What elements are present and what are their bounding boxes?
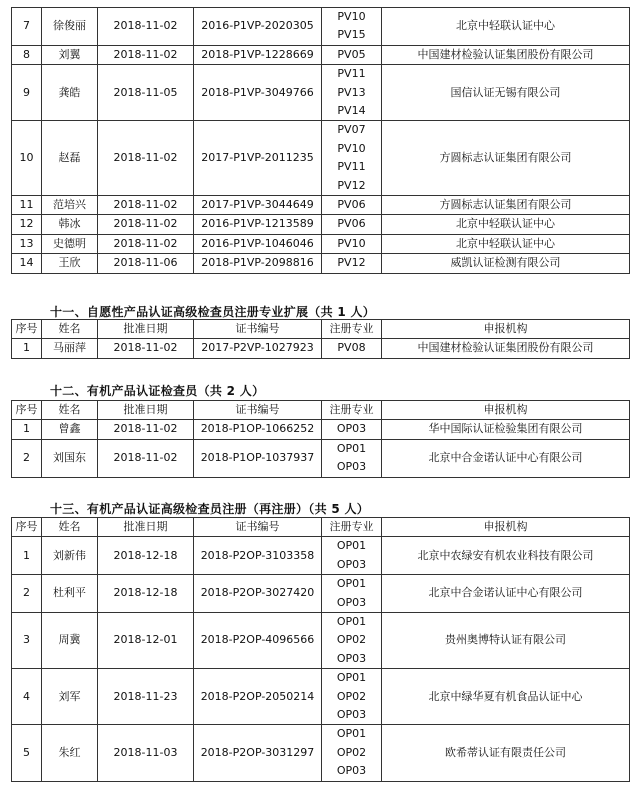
header-row: [12, 320, 630, 339]
table-row: [12, 234, 630, 253]
cell-cert: 2017-P2VP-1027923: [194, 339, 322, 358]
major-code: OP01: [336, 441, 367, 455]
cell-date: 2018-11-02: [98, 121, 194, 196]
major-code: PV12: [337, 256, 366, 270]
table-row: [12, 613, 630, 669]
major-code: OP03: [336, 651, 367, 665]
major-code: PV06: [337, 217, 366, 231]
cell-majors: [322, 339, 382, 358]
major-code: OP01: [336, 727, 367, 741]
cell-cert: 2018-P2OP-4096566: [194, 613, 322, 669]
cell-name: 刘军: [42, 669, 98, 725]
cell-name: 韩冰: [42, 215, 98, 234]
cell-org: 北京中轻联认证中心: [382, 234, 630, 253]
cell-date: 2018-11-23: [98, 669, 194, 725]
major-code: OP02: [336, 633, 367, 647]
cell-majors: [322, 121, 382, 196]
table-body: [12, 8, 630, 274]
cell-majors: [322, 234, 382, 253]
header-cert: 证书编号: [194, 518, 322, 537]
cell-org: 国信认证无锡有限公司: [382, 65, 630, 121]
cell-no: 2: [12, 575, 42, 613]
cell-name: 刘翼: [42, 45, 98, 64]
major-code: PV15: [337, 28, 366, 42]
header-major: 注册专业: [322, 401, 382, 420]
cell-name: 杜利平: [42, 575, 98, 613]
cell-date: 2018-11-02: [98, 439, 194, 477]
cell-org: 中国建材检验认证集团股份有限公司: [382, 339, 630, 358]
major-code: PV12: [337, 178, 366, 192]
cell-no: 13: [12, 234, 42, 253]
cell-majors: [322, 439, 382, 477]
major-code: PV13: [337, 85, 366, 99]
cell-cert: 2018-P1VP-2098816: [194, 254, 322, 273]
cell-cert: 2016-P1VP-1046046: [194, 234, 322, 253]
major-code: OP03: [336, 708, 367, 722]
cell-cert: 2018-P1OP-1037937: [194, 439, 322, 477]
header-date: 批准日期: [98, 320, 194, 339]
cell-no: 12: [12, 215, 42, 234]
header-org: 申报机构: [382, 320, 630, 339]
cell-no: 11: [12, 196, 42, 215]
table-row: [12, 215, 630, 234]
major-code: PV11: [337, 67, 366, 81]
cell-org: 欧希蒂认证有限责任公司: [382, 725, 630, 781]
cell-cert: 2018-P1VP-1228669: [194, 45, 322, 64]
cell-majors: [322, 420, 382, 439]
table-row: [12, 339, 630, 358]
cell-org: 北京中农绿安有机农业科技有限公司: [382, 537, 630, 575]
major-code: PV10: [337, 236, 366, 250]
cell-date: 2018-12-01: [98, 613, 194, 669]
header-no: 序号: [12, 320, 42, 339]
table-body: [12, 320, 630, 359]
cell-cert: 2016-P1VP-1213589: [194, 215, 322, 234]
cell-org: 中国建材检验认证集团股份有限公司: [382, 45, 630, 64]
major-code: OP03: [336, 422, 367, 436]
major-code: OP02: [336, 745, 367, 759]
cell-majors: [322, 575, 382, 613]
cell-no: 14: [12, 254, 42, 273]
table-body: [12, 518, 630, 782]
table-section-3: [11, 400, 630, 478]
major-code: PV06: [337, 198, 366, 212]
cell-majors: [322, 65, 382, 121]
cell-cert: 2017-P1VP-2011235: [194, 121, 322, 196]
cell-org: 北京中轻联认证中心: [382, 215, 630, 234]
cell-name: 刘国东: [42, 439, 98, 477]
section-title: 十三、有机产品认证高级检查员注册（再注册）（共 5 人）: [50, 502, 370, 516]
cell-org: 威凯认证检测有限公司: [382, 254, 630, 273]
header-no: 序号: [12, 401, 42, 420]
header-org: 申报机构: [382, 401, 630, 420]
table-row: [12, 669, 630, 725]
major-code: OP01: [336, 539, 367, 553]
major-code: OP01: [336, 615, 367, 629]
major-code: OP02: [336, 689, 367, 703]
table-section-4: [11, 517, 630, 782]
cell-date: 2018-11-02: [98, 8, 194, 46]
cell-no: 2: [12, 439, 42, 477]
cell-cert: 2018-P1OP-1066252: [194, 420, 322, 439]
cell-no: 7: [12, 8, 42, 46]
table-row: [12, 439, 630, 477]
header-name: 姓名: [42, 518, 98, 537]
cell-date: 2018-11-06: [98, 254, 194, 273]
cell-date: 2018-11-02: [98, 196, 194, 215]
cell-cert: 2018-P2OP-2050214: [194, 669, 322, 725]
cell-cert: 2018-P1VP-3049766: [194, 65, 322, 121]
cell-majors: [322, 45, 382, 64]
major-code: PV07: [337, 123, 366, 137]
major-code: OP03: [336, 764, 367, 778]
cell-org: 贵州奥博特认证有限公司: [382, 613, 630, 669]
cell-org: 方圆标志认证集团有限公司: [382, 121, 630, 196]
cell-majors: [322, 669, 382, 725]
cell-org: 北京中绿华夏有机食品认证中心: [382, 669, 630, 725]
cell-cert: 2018-P2OP-3027420: [194, 575, 322, 613]
cell-date: 2018-12-18: [98, 537, 194, 575]
header-cert: 证书编号: [194, 320, 322, 339]
header-cert: 证书编号: [194, 401, 322, 420]
table-row: [12, 537, 630, 575]
cell-org: 北京中合金诺认证中心有限公司: [382, 575, 630, 613]
header-major: 注册专业: [322, 320, 382, 339]
cell-name: 范培兴: [42, 196, 98, 215]
table-section-2: [11, 319, 630, 359]
table-row: [12, 254, 630, 273]
cell-no: 10: [12, 121, 42, 196]
cell-majors: [322, 8, 382, 46]
cell-no: 9: [12, 65, 42, 121]
cell-name: 龚皓: [42, 65, 98, 121]
cell-org: 北京中合金诺认证中心有限公司: [382, 439, 630, 477]
cell-org: 方圆标志认证集团有限公司: [382, 196, 630, 215]
cell-name: 史德明: [42, 234, 98, 253]
cell-name: 徐俊丽: [42, 8, 98, 46]
major-code: OP03: [336, 595, 367, 609]
header-major: 注册专业: [322, 518, 382, 537]
major-code: OP01: [336, 577, 367, 591]
cell-no: 5: [12, 725, 42, 781]
cell-cert: 2016-P1VP-2020305: [194, 8, 322, 46]
major-code: PV11: [337, 160, 366, 174]
header-name: 姓名: [42, 320, 98, 339]
table-row: [12, 8, 630, 46]
table-row: [12, 196, 630, 215]
major-code: OP01: [336, 671, 367, 685]
cell-majors: [322, 725, 382, 781]
major-code: PV05: [337, 47, 366, 61]
table-row: [12, 575, 630, 613]
header-date: 批准日期: [98, 401, 194, 420]
header-name: 姓名: [42, 401, 98, 420]
cell-cert: 2017-P1VP-3044649: [194, 196, 322, 215]
major-code: OP03: [336, 460, 367, 474]
cell-name: 曾鑫: [42, 420, 98, 439]
cell-date: 2018-11-02: [98, 234, 194, 253]
cell-majors: [322, 254, 382, 273]
table-row: [12, 45, 630, 64]
cell-name: 刘新伟: [42, 537, 98, 575]
major-code: PV14: [337, 104, 366, 118]
table-continued: [11, 7, 630, 274]
cell-cert: 2018-P2OP-3103358: [194, 537, 322, 575]
cell-no: 3: [12, 613, 42, 669]
section-title: 十一、自愿性产品认证高级检查员注册专业扩展（共 1 人）: [50, 305, 376, 319]
major-code: PV10: [337, 141, 366, 155]
cell-name: 周冀: [42, 613, 98, 669]
cell-no: 4: [12, 669, 42, 725]
cell-majors: [322, 537, 382, 575]
cell-cert: 2018-P2OP-3031297: [194, 725, 322, 781]
cell-date: 2018-11-02: [98, 215, 194, 234]
table-row: [12, 420, 630, 439]
table-body: [12, 401, 630, 478]
cell-date: 2018-11-03: [98, 725, 194, 781]
cell-date: 2018-11-02: [98, 45, 194, 64]
cell-no: 1: [12, 339, 42, 358]
cell-org: 北京中轻联认证中心: [382, 8, 630, 46]
major-code: PV10: [337, 10, 366, 23]
cell-date: 2018-12-18: [98, 575, 194, 613]
cell-majors: [322, 196, 382, 215]
table-row: [12, 121, 630, 196]
cell-majors: [322, 613, 382, 669]
cell-no: 1: [12, 420, 42, 439]
cell-date: 2018-11-02: [98, 420, 194, 439]
table-row: [12, 65, 630, 121]
cell-date: 2018-11-02: [98, 339, 194, 358]
cell-date: 2018-11-05: [98, 65, 194, 121]
cell-name: 赵磊: [42, 121, 98, 196]
header-row: [12, 401, 630, 420]
header-org: 申报机构: [382, 518, 630, 537]
major-code: OP03: [336, 557, 367, 571]
cell-name: 王欣: [42, 254, 98, 273]
cell-no: 8: [12, 45, 42, 64]
cell-org: 华中国际认证检验集团有限公司: [382, 420, 630, 439]
cell-majors: [322, 215, 382, 234]
table-row: [12, 725, 630, 781]
header-row: [12, 518, 630, 537]
cell-name: 朱红: [42, 725, 98, 781]
major-code: PV08: [337, 341, 366, 355]
header-date: 批准日期: [98, 518, 194, 537]
cell-no: 1: [12, 537, 42, 575]
header-no: 序号: [12, 518, 42, 537]
section-title: 十二、有机产品认证检查员（共 2 人）: [50, 384, 265, 398]
cell-name: 马丽萍: [42, 339, 98, 358]
